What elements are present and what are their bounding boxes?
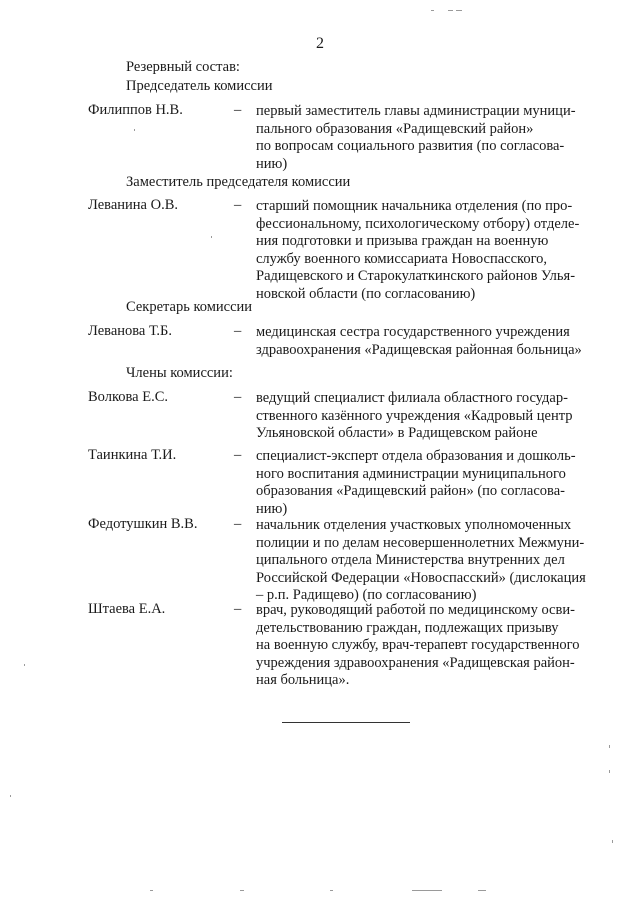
description-line: детельствованию граждан, подлежащих призыву [256,619,559,636]
scan-speck [448,10,453,11]
entry-dash: – [234,447,242,463]
description-line: нию) [256,155,288,172]
description-line: службу военного комиссариата Новоспасского, [256,250,548,267]
person-name: Филиппов Н.В. [88,102,183,118]
scan-speck [24,664,25,666]
heading-reserve: Резервный состав: [126,59,240,75]
description-line: нию) [256,500,288,517]
description-line: Радищевского и Старокулаткинского районов Улья- [256,268,576,285]
description-line: новской области (по согласованию) [256,285,476,302]
scan-speck [431,10,434,11]
description-line: первый заместитель главы администрации муници- [256,103,576,119]
scan-speck [612,840,613,843]
description-line: здравоохранения «Радищевская районная больница» [256,341,582,358]
entry-dash: – [234,323,242,339]
description-line: учреждения здравоохранения «Радищевская район- [256,654,575,671]
description-line: образования «Радищевский район» (по согласова- [256,483,565,500]
scan-speck [10,795,11,797]
scan-speck [211,236,212,238]
person-name: Штаева Е.А. [88,601,166,617]
entry-dash: – [234,389,242,405]
description-line: ного воспитания администрации муниципального [256,465,566,482]
description-line: пального образования «Радищевский район» [256,120,534,137]
person-description [256,324,601,359]
entry-dash: – [234,102,242,118]
description-line: полиции и по делам несовершеннолетних Межмуни- [256,534,585,551]
person-name: Леванина О.В. [88,197,178,213]
description-line: по вопросам социального развития (по согласова- [256,138,565,155]
scan-speck [609,745,610,748]
entry-dash: – [234,516,242,532]
description-line: фессиональному, психологическому отбору) отделе- [256,215,580,232]
scan-speck [330,890,333,891]
entry-dash: – [234,197,242,213]
heading-secretary: Секретарь комиссии [126,299,253,315]
person-description [256,390,601,443]
description-line: специалист-эксперт отдела образования и дошколь- [256,448,576,464]
description-line: Ульяновской области» в Радищевском районе [256,425,538,442]
entry-dash: – [234,601,242,617]
heading-chair: Председатель комиссии [126,78,273,94]
description-line: ния подготовки и призыва граждан на военную [256,233,549,250]
person-name: Федотушкин В.В. [88,516,198,532]
description-line: врач, руководящий работой по медицинскому осви- [256,602,575,618]
scan-speck [150,890,153,891]
person-description [256,517,601,605]
scan-speck [478,890,486,891]
description-line: старший помощник начальника отделения (по про- [256,198,573,214]
scan-speck [456,10,462,11]
person-description [256,448,601,518]
person-name: Волкова Е.С. [88,389,169,405]
description-line: ственного казённого учреждения «Кадровый центр [256,407,573,424]
description-line: на военную службу, врач-терапевт государственного [256,637,580,654]
closing-rule [282,722,410,723]
description-line: ведущий специалист филиала областного государ- [256,390,568,406]
person-description [256,103,601,173]
description-line: медицинская сестра государственного учреждения [256,324,570,340]
heading-members: Члены комиссии: [126,365,233,381]
person-description [256,602,601,690]
person-name: Таинкина Т.И. [88,447,177,463]
description-line: начальник отделения участковых уполномоченных [256,517,572,533]
person-name: Леванова Т.Б. [88,323,172,339]
description-line: Российской Федерации «Новоспасский» (дислокация [256,569,586,586]
heading-deputy: Заместитель председателя комиссии [126,174,351,190]
description-line: – р.п. Радищево) (по согласованию) [256,587,477,604]
scan-speck [240,890,244,891]
scan-speck [134,129,135,131]
page-number: 2 [316,35,324,52]
person-description [256,198,601,304]
scan-speck [412,890,442,891]
scan-speck [609,770,610,773]
description-line: ципального отдела Министерства внутренних дел [256,552,565,569]
description-line: ная больница». [256,672,350,689]
